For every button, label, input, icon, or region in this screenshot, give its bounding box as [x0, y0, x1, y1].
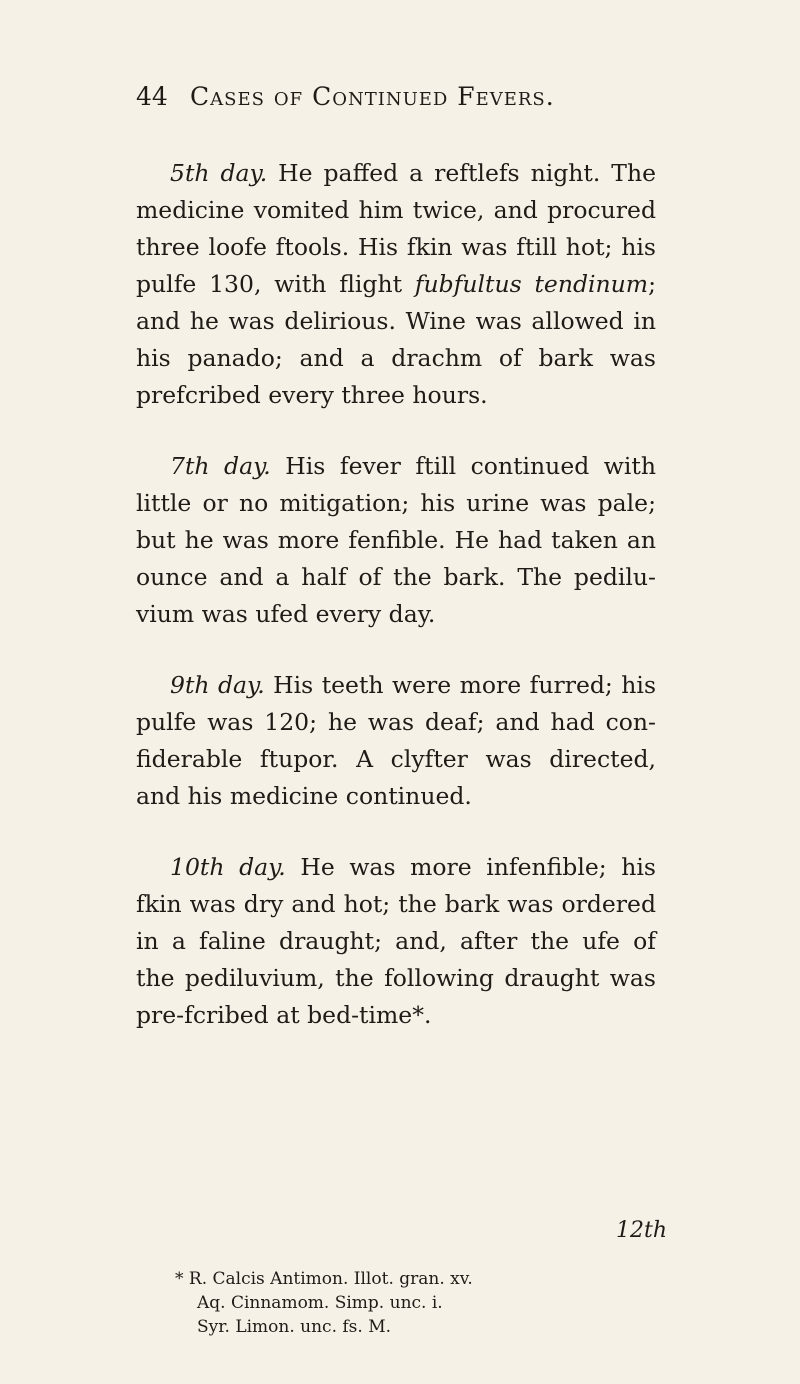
paragraph-text: He was more infenfible; his fkin was dry and hot; the bark was ordered in a faline draught; and, after the ufe of the pediluvium, the following draught was pre-fcribed at bed-time*. — [136, 853, 656, 1029]
running-title: Cases of Continued Fevers. — [190, 82, 555, 111]
day-label: 10th day. — [170, 853, 286, 881]
page-header — [136, 82, 696, 122]
paragraph-text: His teeth were more furred; his pulfe was 120; he was deaf; and had con-fiderable ftupor. A clyfter was directed, and his medicine continued. — [136, 671, 657, 810]
day-label: 7th day. — [170, 452, 271, 480]
latin-term: fubfultus tendinum — [414, 270, 649, 298]
footnote — [175, 1267, 473, 1339]
footnote-line: Syr. Limon. unc. fs. M. — [197, 1317, 392, 1337]
footnote-line: Aq. Cinnamom. Simp. unc. i. — [197, 1293, 443, 1313]
paragraph-day-5 — [136, 155, 656, 414]
footnote-line: * R. Calcis Antimon. Illot. gran. xv. — [175, 1269, 473, 1289]
page-number: 44 — [136, 82, 168, 111]
paragraph-text: His fever ftill continued with little or no mitigation; his urine was pale; but he was more fenfible. He had taken an ounce and a half of the bark. The pedilu-vium was ufed every day. — [136, 452, 657, 628]
catchword: 12th — [616, 1218, 668, 1243]
day-label: 5th day. — [170, 159, 268, 187]
paragraph-day-10 — [136, 849, 656, 1034]
paragraph-day-7 — [136, 448, 656, 633]
body-text — [136, 155, 656, 1068]
day-label: 9th day. — [170, 671, 265, 699]
paragraph-day-9 — [136, 667, 656, 815]
paragraph-text: He paffed a reftlefs night. The medicine vomited him twice, and procured three loofe ftools. His fkin was ftill hot; his pulfe 130, with flight — [136, 159, 657, 298]
paragraph-text: ; and he was delirious. Wine was allowed in his panado; and a drachm of bark was prefcribed every three hours. — [136, 270, 656, 409]
